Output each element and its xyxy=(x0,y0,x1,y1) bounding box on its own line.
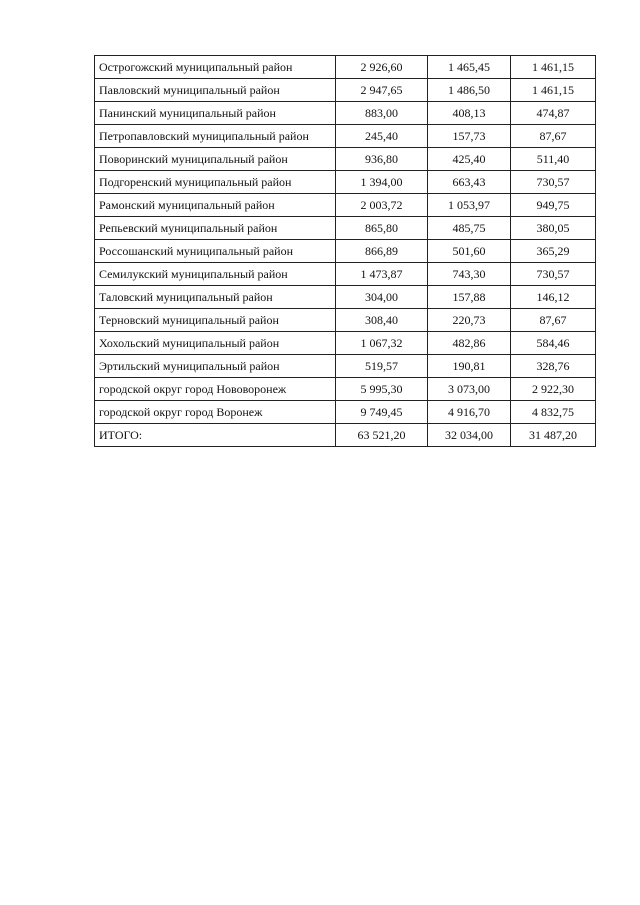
value-part-2: 365,29 xyxy=(511,240,596,263)
value-part-2: 474,87 xyxy=(511,102,596,125)
table-row xyxy=(95,378,596,401)
total-part-2: 31 487,20 xyxy=(511,424,596,447)
value-part-2: 87,67 xyxy=(511,309,596,332)
total-label: ИТОГО: xyxy=(95,424,336,447)
value-part-1: 482,86 xyxy=(428,332,511,355)
value-part-1: 425,40 xyxy=(428,148,511,171)
value-part-1: 501,60 xyxy=(428,240,511,263)
value-total: 2 947,65 xyxy=(336,79,428,102)
value-part-1: 190,81 xyxy=(428,355,511,378)
value-part-1: 743,30 xyxy=(428,263,511,286)
value-total: 304,00 xyxy=(336,286,428,309)
table-row xyxy=(95,401,596,424)
district-name: Павловский муниципальный район xyxy=(95,79,336,102)
district-name: Поворинский муниципальный район xyxy=(95,148,336,171)
value-total: 1 394,00 xyxy=(336,171,428,194)
value-part-1: 157,73 xyxy=(428,125,511,148)
value-part-2: 949,75 xyxy=(511,194,596,217)
value-total: 308,40 xyxy=(336,309,428,332)
value-part-2: 146,12 xyxy=(511,286,596,309)
table-row xyxy=(95,194,596,217)
total-value: 63 521,20 xyxy=(336,424,428,447)
table-row xyxy=(95,309,596,332)
value-part-1: 663,43 xyxy=(428,171,511,194)
value-part-2: 730,57 xyxy=(511,263,596,286)
district-name: Семилукский муниципальный район xyxy=(95,263,336,286)
table-row xyxy=(95,240,596,263)
value-total: 5 995,30 xyxy=(336,378,428,401)
district-name: Хохольский муниципальный район xyxy=(95,332,336,355)
value-part-2: 87,67 xyxy=(511,125,596,148)
district-name: городской округ город Нововоронеж xyxy=(95,378,336,401)
total-part-1: 32 034,00 xyxy=(428,424,511,447)
table-row xyxy=(95,217,596,240)
value-part-2: 511,40 xyxy=(511,148,596,171)
budget-table xyxy=(94,55,596,447)
table-row xyxy=(95,56,596,79)
value-part-1: 1 486,50 xyxy=(428,79,511,102)
value-part-1: 220,73 xyxy=(428,309,511,332)
table-row xyxy=(95,263,596,286)
value-total: 883,00 xyxy=(336,102,428,125)
table-row xyxy=(95,355,596,378)
district-name: Петропавловский муниципальный район xyxy=(95,125,336,148)
district-name: Россошанский муниципальный район xyxy=(95,240,336,263)
district-name: Рамонский муниципальный район xyxy=(95,194,336,217)
table-total-row xyxy=(95,424,596,447)
value-part-1: 408,13 xyxy=(428,102,511,125)
value-part-1: 4 916,70 xyxy=(428,401,511,424)
district-name: Панинский муниципальный район xyxy=(95,102,336,125)
value-total: 1 067,32 xyxy=(336,332,428,355)
value-part-2: 1 461,15 xyxy=(511,79,596,102)
value-part-2: 730,57 xyxy=(511,171,596,194)
value-part-1: 1 465,45 xyxy=(428,56,511,79)
value-part-1: 157,88 xyxy=(428,286,511,309)
value-total: 2 926,60 xyxy=(336,56,428,79)
value-total: 866,89 xyxy=(336,240,428,263)
table-row xyxy=(95,79,596,102)
value-part-1: 3 073,00 xyxy=(428,378,511,401)
value-part-2: 328,76 xyxy=(511,355,596,378)
district-name: Эртильский муниципальный район xyxy=(95,355,336,378)
district-name: городской округ город Воронеж xyxy=(95,401,336,424)
table-row xyxy=(95,148,596,171)
value-part-2: 380,05 xyxy=(511,217,596,240)
table-row xyxy=(95,332,596,355)
table-row xyxy=(95,171,596,194)
value-part-2: 4 832,75 xyxy=(511,401,596,424)
table-row xyxy=(95,286,596,309)
value-total: 936,80 xyxy=(336,148,428,171)
district-name: Терновский муниципальный район xyxy=(95,309,336,332)
value-part-2: 1 461,15 xyxy=(511,56,596,79)
value-total: 1 473,87 xyxy=(336,263,428,286)
table-row xyxy=(95,125,596,148)
value-total: 865,80 xyxy=(336,217,428,240)
value-part-1: 485,75 xyxy=(428,217,511,240)
value-part-1: 1 053,97 xyxy=(428,194,511,217)
table-row xyxy=(95,102,596,125)
district-name: Подгоренский муниципальный район xyxy=(95,171,336,194)
value-total: 2 003,72 xyxy=(336,194,428,217)
value-total: 519,57 xyxy=(336,355,428,378)
value-part-2: 584,46 xyxy=(511,332,596,355)
value-total: 9 749,45 xyxy=(336,401,428,424)
district-name: Репьевский муниципальный район xyxy=(95,217,336,240)
value-part-2: 2 922,30 xyxy=(511,378,596,401)
district-name: Острогожский муниципальный район xyxy=(95,56,336,79)
district-name: Таловский муниципальный район xyxy=(95,286,336,309)
value-total: 245,40 xyxy=(336,125,428,148)
